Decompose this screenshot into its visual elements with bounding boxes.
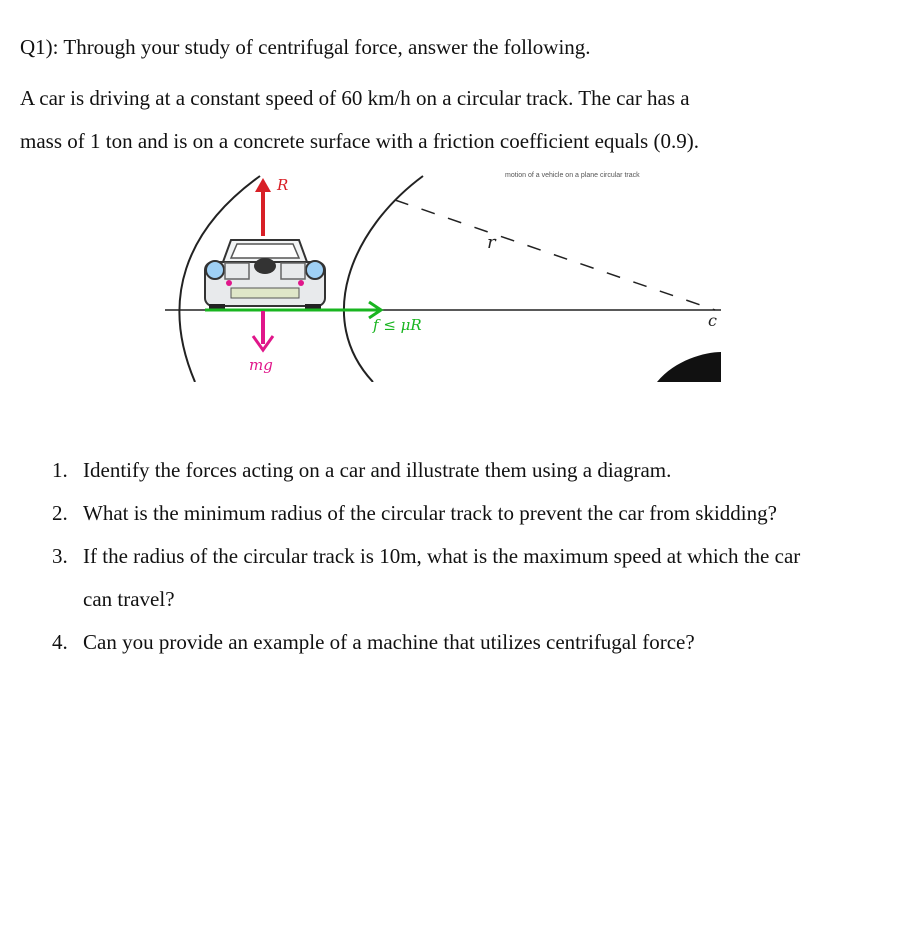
question-title: Q1): Through your study of centrifugal force, answer the following.: [20, 35, 591, 59]
task-list: [0, 449, 880, 664]
task-text: If the radius of the circular track is 10m, what is the maximum speed at which the car can travel?: [83, 544, 801, 611]
radius-label: r: [487, 232, 496, 253]
radius-dashed-line: [395, 200, 715, 310]
friction-label: f ≤ μR: [373, 316, 422, 334]
track-right-curve: [344, 176, 423, 382]
task-item: [0, 492, 880, 535]
reaction-label: R: [277, 176, 289, 194]
question-body: [20, 77, 860, 163]
question-body-line: mass of 1 ton and is on a concrete surface with a friction coefficient equals (0.9).: [20, 129, 699, 153]
center-blob: [657, 352, 721, 382]
question-body-line: A car is driving at a constant speed of 60 km/h on a circular track. The car has a: [20, 86, 690, 110]
weight-label: mg: [249, 356, 273, 374]
task-item: [0, 621, 880, 664]
task-text: What is the minimum radius of the circular track to prevent the car from skidding?: [83, 501, 777, 525]
task-number: 2.: [52, 501, 68, 525]
task-number: 1.: [52, 458, 68, 482]
car-forces-diagram: [165, 170, 721, 382]
task-item: [0, 535, 880, 621]
task-text: Can you provide an example of a machine that utilizes centrifugal force?: [83, 630, 695, 654]
center-label: c: [708, 311, 717, 330]
task-item: [0, 449, 880, 492]
car-illustration: [205, 240, 325, 310]
task-text: Identify the forces acting on a car and illustrate them using a diagram.: [83, 458, 672, 482]
task-number: 4.: [52, 630, 68, 654]
diagram-caption: motion of a vehicle on a plane circular track: [505, 172, 640, 179]
reaction-arrow-head: [255, 178, 271, 192]
task-number: 3.: [52, 544, 68, 568]
